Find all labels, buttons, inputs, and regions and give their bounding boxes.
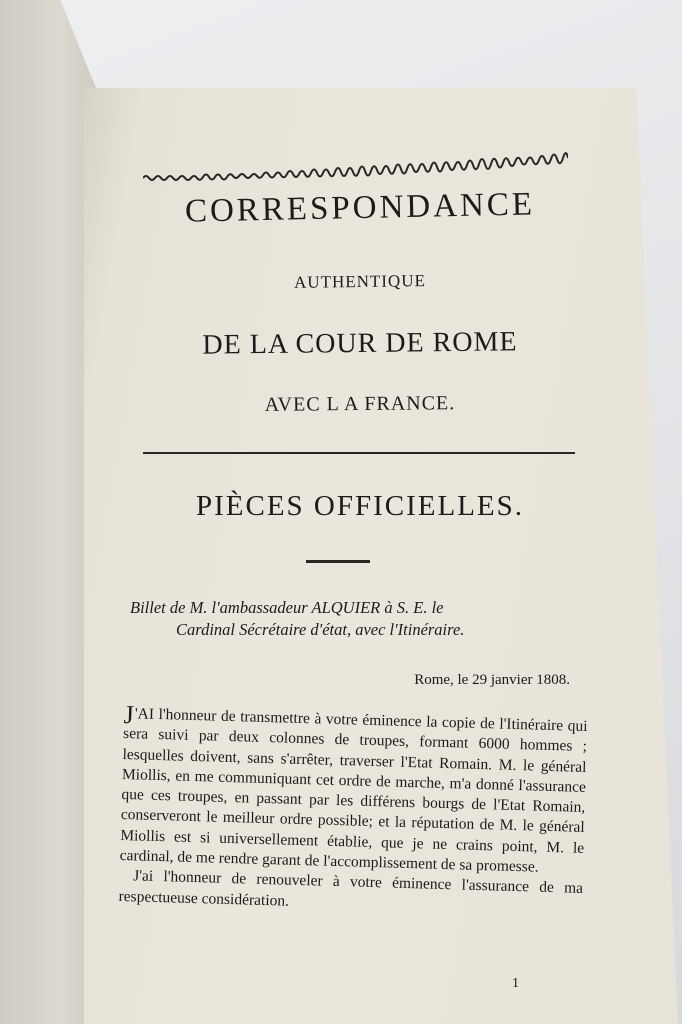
book-subtitle-authentique: AUTHENTIQUE [293, 271, 427, 292]
letter-heading-line-1: Billet de M. l'ambassadeur ALQUIER à S. E. le [130, 598, 444, 617]
letter-paragraph-1-text: 'AI l'honneur de transmettre à votre éminence la copie de l'Itinéraire qui sera suivi par deux colonnes de troupes, formant 6000 hommes ; lesquelles doivent, sans s'arrêter, traverser l'Etat Romain. M. le général Miollis, en me communiquant cet ordre de marche, m'a donné l'assurance que ces troupes, en passant par les différens bourgs de l'Etat Romain, conserveront le meilleur ordre possible; et la réputation de M. le général Miollis est si universellement établie, que je ne crains point, M. le cardinal, de me rendre garant de l'accomplissement de sa promesse. [119, 705, 588, 876]
book-subtitle-avec-la-france: AVEC L A FRANCE. [264, 392, 456, 416]
letter-paragraph-2: J'ai l'honneur de renouveler à votre éminence l'assurance de ma respectueuse considération. [118, 867, 584, 910]
horizontal-rule [143, 452, 575, 454]
short-rule [306, 560, 370, 563]
page-number: 1 [512, 976, 519, 991]
ornamental-wavy-rule [143, 152, 568, 182]
book-subtitle-cour-de-rome: DE LA COUR DE ROME [202, 326, 518, 361]
section-heading: PIÈCES OFFICIELLES. [195, 490, 525, 522]
letter-paragraph-1 [119, 700, 588, 879]
letter-heading-line-2: Cardinal Sécrétaire d'état, avec l'Itinéraire. [176, 620, 465, 639]
dateline: Rome, le 29 janvier 1808. [414, 672, 570, 688]
letter-body [118, 700, 588, 920]
drop-cap: J [123, 700, 135, 730]
letter-heading [130, 597, 585, 641]
book-title: CORRESPONDANCE [184, 186, 536, 230]
